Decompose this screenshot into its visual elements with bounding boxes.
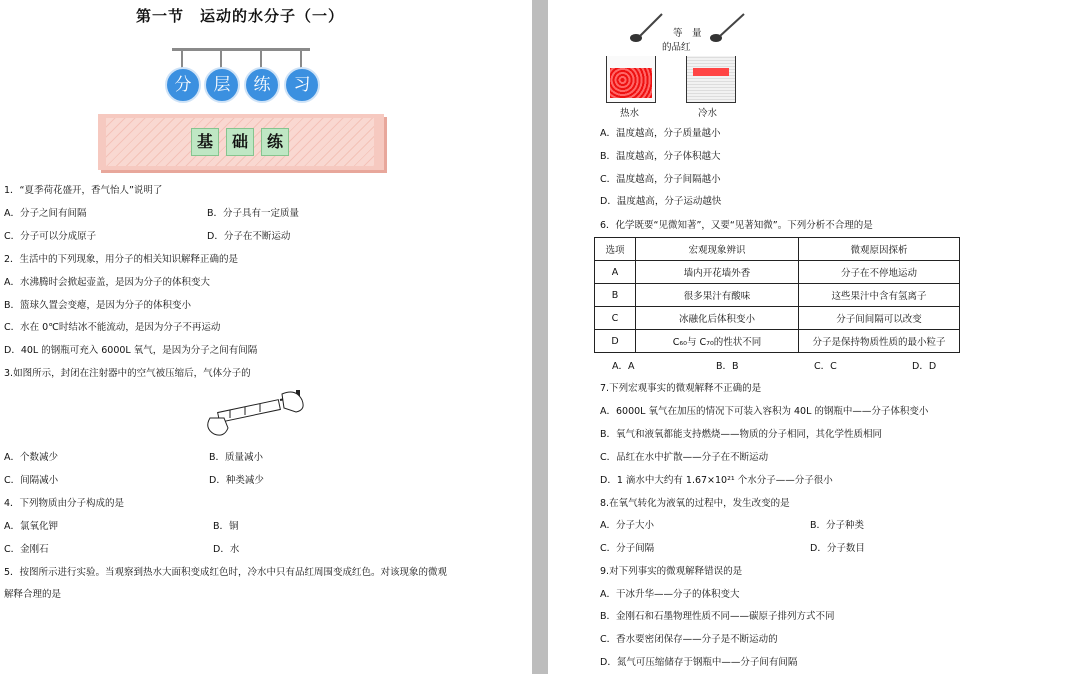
- q1-option-d: D．分子在不断运动: [207, 231, 291, 242]
- syringe-illustration: [200, 388, 310, 444]
- q8-option-d: D．分子数目: [810, 543, 865, 554]
- hanger-stick: [300, 50, 302, 68]
- q8-option-b: B．分子种类: [810, 520, 865, 531]
- q3-option-b: B．质量减小: [209, 452, 264, 463]
- table-cell: B: [595, 284, 636, 307]
- table-cell: 分子是保持物质性质的最小粒子: [799, 330, 960, 353]
- table-cell: 分子在不停地运动: [799, 261, 960, 284]
- q6-option-b: B．B: [716, 361, 739, 372]
- q7-option-a: A．6000L 氧气在加压的情况下可装入容积为 40L 的钢瓶中——分子体积变小: [600, 406, 929, 417]
- table-row: [595, 330, 960, 353]
- table-header: 微观原因探析: [799, 238, 960, 261]
- table-cell: D: [595, 330, 636, 353]
- table-cell: C: [595, 307, 636, 330]
- q3-option-d: D．种类减少: [209, 475, 264, 486]
- left-page: [0, 0, 532, 674]
- table-row: [595, 261, 960, 284]
- q1-option-c: C．分子可以分成原子: [4, 231, 97, 242]
- q1-stem: 1．“夏季荷花盛开，香气怡人”说明了: [4, 185, 163, 196]
- hanger-stick: [260, 50, 262, 68]
- q1-option-a: A．分子之间有间隔: [4, 208, 87, 219]
- figure-label-dye: 的品红: [662, 42, 691, 53]
- q3-stem: 3.如图所示，封闭在注射器中的空气被压缩后，气体分子的: [4, 368, 251, 379]
- q7-option-b: B．氧气和液氧都能支持燃烧——物质的分子相同，其化学性质相同: [600, 429, 883, 440]
- q7-option-d: D．1 滴水中大约有 1.67×10²¹ 个水分子——分子很小: [600, 475, 833, 486]
- q2-option-b: B．篮球久置会变瘪，是因为分子的体积变小: [4, 300, 192, 311]
- tab-hanger-bar: [172, 48, 310, 51]
- q5-option-b: B．温度越高，分子体积越大: [600, 151, 721, 162]
- q2-option-d: D．40L 的钢瓶可充入 6000L 氧气，是因为分子之间有间隔: [4, 345, 258, 356]
- hot-water-label: 热水: [620, 108, 640, 119]
- q3-option-c: C．间隔减小: [4, 475, 59, 486]
- section-title: 第一节 运动的水分子（一）: [135, 7, 344, 25]
- q8-stem: 8.在氧气转化为液氧的过程中，发生改变的是: [600, 498, 790, 509]
- q4-option-a: A．氯氧化钾: [4, 521, 58, 532]
- banner-char-1: 基: [191, 128, 219, 156]
- q1-option-b: B．分子具有一定质量: [207, 208, 300, 219]
- table-cell: C₆₀与 C₇₀的性状不同: [636, 330, 799, 353]
- right-page: [548, 0, 1080, 674]
- q9-option-a: A．干冰升华——分子的体积变大: [600, 589, 740, 600]
- q8-option-c: C．分子间隔: [600, 543, 655, 554]
- figure-label-equal: 等 量: [673, 28, 702, 39]
- q5-option-a: A．温度越高，分子质量越小: [600, 128, 721, 139]
- q5-option-c: C．温度越高，分子间隔越小: [600, 174, 721, 185]
- q7-option-c: C．品红在水中扩散——分子在不断运动: [600, 452, 769, 463]
- q2-stem: 2．生活中的下列现象，用分子的相关知识解释正确的是: [4, 254, 239, 265]
- hanger-stick: [220, 50, 222, 68]
- tab-circle-2: 层: [204, 67, 240, 103]
- table-header-row: [595, 238, 960, 261]
- tab-circle-3: 练: [244, 67, 280, 103]
- q6-option-c: C．C: [814, 361, 837, 372]
- q6-option-d: D．D: [912, 361, 937, 372]
- q9-option-b: B．金刚石和石墨物理性质不同——碳原子排列方式不同: [600, 611, 835, 622]
- q6-option-a: A．A: [612, 361, 635, 372]
- q4-option-b: B．铜: [213, 521, 239, 532]
- q6-stem: 6．化学既要“见微知著”，又要“见著知微”。下列分析不合理的是: [600, 220, 873, 231]
- q9-option-d: D．氮气可压缩储存于钢瓶中——分子间有间隔: [600, 657, 798, 668]
- hanger-stick: [181, 50, 183, 68]
- q7-stem: 7.下列宏观事实的微观解释不正确的是: [600, 383, 762, 394]
- table-row: [595, 284, 960, 307]
- cold-water-beaker: [686, 56, 736, 103]
- q5-stem-line2: 解释合理的是: [4, 589, 62, 600]
- table-header: 选项: [595, 238, 636, 261]
- table-cell: 分子间间隔可以改变: [799, 307, 960, 330]
- q6-table: [594, 237, 960, 353]
- hot-water-beaker: [606, 56, 656, 103]
- q3-option-a: A．个数减少: [4, 452, 58, 463]
- tab-circle-4: 习: [284, 67, 320, 103]
- q9-option-c: C．香水要密闭保存——分子是不断运动的: [600, 634, 778, 645]
- q5-option-d: D．温度越高，分子运动越快: [600, 196, 722, 207]
- q2-option-c: C．水在 0℃时结冰不能流动，是因为分子不再运动: [4, 322, 221, 333]
- table-cell: 这些果汁中含有氢离子: [799, 284, 960, 307]
- q9-stem: 9.对下列事实的微观解释错误的是: [600, 566, 743, 577]
- table-cell: 冰融化后体积变小: [636, 307, 799, 330]
- q8-option-a: A．分子大小: [600, 520, 654, 531]
- red-dye-cold: [693, 68, 729, 76]
- q2-option-a: A．水沸腾时会掀起壶盖，是因为分子的体积变大: [4, 277, 210, 288]
- q4-stem: 4．下列物质由分子构成的是: [4, 498, 125, 509]
- banner-char-2: 础: [226, 128, 254, 156]
- tab-circle-1: 分: [165, 67, 201, 103]
- page-gap: [532, 0, 548, 674]
- table-row: [595, 307, 960, 330]
- banner-char-3: 练: [261, 128, 289, 156]
- q4-option-d: D．水: [213, 544, 240, 555]
- table-header: 宏观现象辨识: [636, 238, 799, 261]
- q4-option-c: C．金刚石: [4, 544, 49, 555]
- red-dye-hot: [610, 68, 652, 98]
- table-cell: 很多果汁有酸味: [636, 284, 799, 307]
- table-cell: A: [595, 261, 636, 284]
- q5-stem-line1: 5．按图所示进行实验。当观察到热水大面积变成红色时，冷水中只有品红周围变成红色。对该现象的微观: [4, 567, 448, 578]
- cold-water-label: 冷水: [698, 108, 718, 119]
- table-cell: 墙内开花墙外香: [636, 261, 799, 284]
